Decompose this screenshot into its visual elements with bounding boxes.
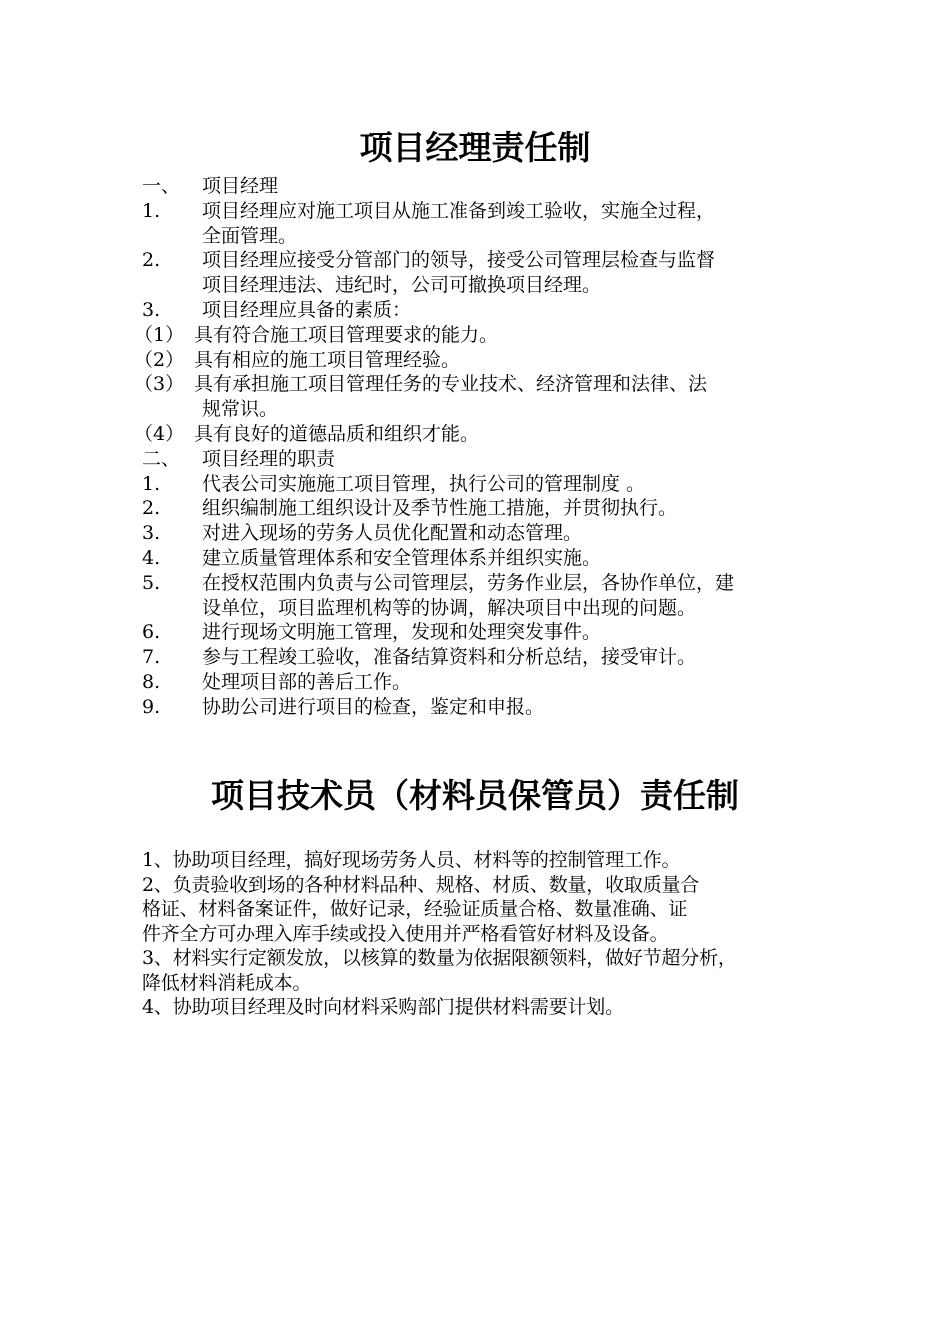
item-number: 2. — [142, 497, 161, 520]
project-manager-responsibilities — [134, 174, 822, 720]
list-item — [142, 174, 822, 199]
item-text: 项目经理的职责 — [202, 447, 336, 470]
item-continuation: 规常识。 — [202, 398, 279, 421]
list-item — [142, 472, 822, 497]
list-item — [142, 521, 822, 546]
item-text: 代表公司实施施工项目管理，执行公司的管理制度 。 — [202, 472, 646, 495]
item-text: 项目经理应对施工项目从施工准备到竣工验收，实施全过程， — [202, 199, 716, 222]
list-item — [142, 298, 822, 323]
list-item — [142, 447, 822, 472]
item-text: 项目经理应具备的素质： — [202, 298, 412, 321]
paragraph-line: 格证、材料备案证件，做好记录，经验证质量合格、数量准确、证 — [142, 898, 688, 920]
item-text: 项目经理应接受分管部门的领导，接受公司管理层检查与监督 — [202, 249, 716, 272]
item-number: （2） — [134, 348, 185, 371]
item-number: 3. — [142, 522, 161, 545]
paragraph-line: 3、材料实行定额发放，以核算的数量为依据限额领料，做好节超分析， — [142, 947, 737, 969]
item-text: 建立质量管理体系和安全管理体系并组织实施。 — [202, 546, 602, 569]
paragraph-line: 2、负责验收到场的各种材料品种、规格、材质、数量，收取质量合 — [142, 873, 700, 896]
list-item — [142, 670, 822, 695]
list-item — [134, 323, 822, 348]
item-number: 8. — [142, 670, 161, 693]
item-number: 1. — [142, 472, 161, 495]
item-number: 6. — [142, 621, 161, 644]
item-text: 具有相应的施工项目管理经验。 — [194, 348, 461, 371]
list-item — [142, 571, 822, 596]
paragraph-line: 1、协助项目经理，搞好现场劳务人员、材料等的控制管理工作。 — [142, 849, 681, 871]
item-number: 3. — [142, 298, 161, 321]
section-title-technician: 项目技术员（材料员保管员）责任制 — [211, 776, 739, 815]
item-number: 4. — [142, 546, 161, 569]
item-number: （3） — [134, 373, 185, 396]
item-text: 组织编制施工组织设计及季节性施工措施，并贯彻执行。 — [202, 497, 678, 520]
item-number: 2. — [142, 249, 161, 272]
technician-responsibilities — [142, 848, 832, 1020]
list-item — [142, 695, 822, 720]
list-item — [142, 248, 822, 273]
item-text: 进行现场文明施工管理，发现和处理突发事件。 — [202, 621, 602, 644]
item-text: 处理项目部的善后工作。 — [202, 670, 412, 693]
item-number: 9. — [142, 695, 161, 718]
list-item — [142, 620, 822, 645]
paragraph-line: 4、协助项目经理及时向材料采购部门提供材料需要计划。 — [142, 996, 624, 1018]
item-number: 7. — [142, 646, 161, 669]
list-item — [134, 422, 822, 447]
item-text: 在授权范围内负责与公司管理层，劳务作业层，各协作单位，建 — [202, 571, 735, 594]
item-number: 一、 — [142, 175, 181, 197]
list-item — [142, 496, 822, 521]
item-text: 具有符合施工项目管理要求的能力。 — [194, 323, 499, 346]
section-title-project-manager: 项目经理责任制 — [359, 128, 591, 167]
item-number: （4） — [134, 422, 185, 445]
item-text: 具有承担施工项目管理任务的专业技术、经济管理和法律、法 — [194, 373, 708, 396]
list-item — [142, 645, 822, 670]
item-number: 1. — [142, 199, 161, 222]
item-continuation: 项目经理违法、违纪时，公司可撤换项目经理。 — [202, 274, 602, 297]
item-text: 参与工程竣工验收，准备结算资料和分析总结，接受审计。 — [202, 646, 697, 669]
item-number: （1） — [134, 323, 185, 346]
item-text: 协助公司进行项目的检查，鉴定和申报。 — [202, 695, 545, 718]
paragraph-line: 件齐全方可办理入库手续或投入使用并严格看管好材料及设备。 — [142, 922, 669, 945]
item-text: 项目经理 — [202, 175, 279, 197]
item-text: 具有良好的道德品质和组织才能。 — [194, 422, 480, 445]
list-item — [142, 546, 822, 571]
paragraph-line: 降低材料消耗成本。 — [142, 971, 312, 994]
item-continuation: 全面管理。 — [202, 224, 298, 247]
list-item — [134, 372, 822, 397]
item-number: 5. — [142, 571, 161, 594]
item-text: 对进入现场的劳务人员优化配置和动态管理。 — [202, 522, 583, 545]
list-item — [142, 199, 822, 224]
item-continuation: 设单位，项目监理机构等的协调，解决项目中出现的问题。 — [202, 596, 697, 619]
item-number: 二、 — [142, 447, 181, 470]
list-item — [134, 348, 822, 373]
